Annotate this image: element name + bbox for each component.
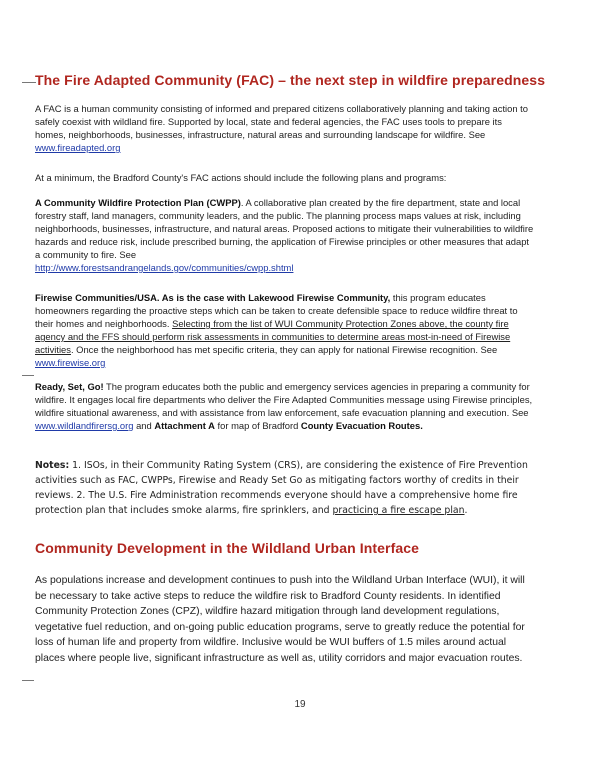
cwpp-title: A Community Wildfire Protection Plan (CWPP) (35, 197, 241, 208)
firewise-link[interactable]: www.firewise.org (35, 357, 106, 368)
firewise-text-2: . Once the neighborhood has met specific criteria, they can apply for national Firewise recognition. See (70, 344, 498, 355)
community-development-paragraph: As populations increase and development continues to push into the Wildland Urban Interface (WUI), it will be necessary to take active steps to reduce the wildfire risk to Bradford County residents. In identified Community Protection Zones (CPZ), wildfire hazard mitigation through land development regulations, vegetative fuel reduction, and on-going public education programs, serve to greatly reduce the potential for loss of human life and property from wildfire. Inclusive would be WUI buffers of 1.5 miles around actual places where people live, significant infrastructure as well as, utility corridors and major evacuation routes. (35, 575, 525, 664)
notes-paragraph (35, 458, 535, 518)
page-number: 19 (294, 699, 306, 710)
attachment-a-label: Attachment A (154, 420, 215, 431)
notes-label: Notes: (35, 460, 70, 471)
fac-definition-text: A FAC is a human community consisting of informed and prepared citizens collaboratively planning and taking action to safely coexist with wildland fire. Supported by local, state and federal agencies, the FAC uses tools to prepare its homes, neighborhoods, businesses, infrastructure, natural areas and surrounding landscape for wildfire. See (35, 103, 528, 140)
ready-set-go-text-3: for map of Bradford (214, 420, 301, 431)
minimum-actions-paragraph: At a minimum, the Bradford County's FAC actions should include the following plans and programs: (35, 172, 447, 183)
cwpp-paragraph (35, 196, 535, 274)
fire-escape-plan-text: practicing a fire escape plan (332, 505, 465, 516)
fireadapted-link[interactable]: www.fireadapted.org (35, 142, 121, 153)
scan-mark (22, 375, 34, 376)
firewise-recommendation: Selecting from the list of WUI Community Protection Zones above, the county fire agency and the FFS should perform risk assessments in communities to determine areas most-in-need of Firewise activities (35, 318, 511, 355)
cwpp-text: . A collaborative plan created by the fire department, state and local forestry staff, land managers, community leaders, and the public. The planning process maps values at risk, including neighborhoods, businesses, infrastructure, and natural areas. Proposed actions to mitigate their vulnerabilities to wildfire hazards and reduce risk, include prescribed burning, the application of Firewise principles or other measures that adapt a community to fire. See (35, 197, 534, 260)
ready-set-go-text-1: The program educates both the public and emergency services agencies in preparing a community for wildfire. It engages local fire departments who deliver the Fire Adapted Communities message using Firewise principles, wildfire situational awareness, and with assistance from law enforcement, safe evacuation planning and execution. See (35, 381, 533, 418)
evacuation-routes-label: County Evacuation Routes. (300, 420, 423, 431)
section-heading-fac: The Fire Adapted Community (FAC) – the next step in wildfire preparedness (35, 72, 546, 88)
ready-set-go-title: Ready, Set, Go! (35, 381, 104, 392)
firewise-text-1: this program educates homeowners regarding the proactive steps which can be taken to create defensible space to reduce wildfire threat to their homes and neighborhoods. (35, 292, 518, 329)
notes-end: . (464, 505, 468, 516)
notes-text: 1. ISOs, in their Community Rating System (CRS), are considering the existence of Fire Prevention activities such as FAC, CWPPs, Firewise and Ready Set Go as mitigating factors worthy of credits in their reviews. 2. The U.S. Fire Administration recommends everyone should have a comprehensive home fire protection plan that includes smoke alarms, fire sprinklers, and (35, 460, 528, 516)
ready-set-go-text-2: and (133, 420, 155, 431)
scan-mark (22, 82, 36, 83)
wildlandfirersg-link[interactable]: www.wildlandfirersg.org (35, 420, 134, 431)
ready-set-go-paragraph (35, 380, 535, 432)
firewise-paragraph (35, 291, 535, 369)
cwpp-link[interactable]: http://www.forestsandrangelands.gov/communities/cwpp.shtml (35, 262, 294, 273)
fac-definition-paragraph (35, 102, 535, 154)
section-heading-community-development: Community Development in the Wildland Urban Interface (35, 540, 419, 556)
firewise-title: Firewise Communities/USA. As is the case with Lakewood Firewise Community, (35, 292, 391, 303)
scan-mark (22, 680, 34, 681)
